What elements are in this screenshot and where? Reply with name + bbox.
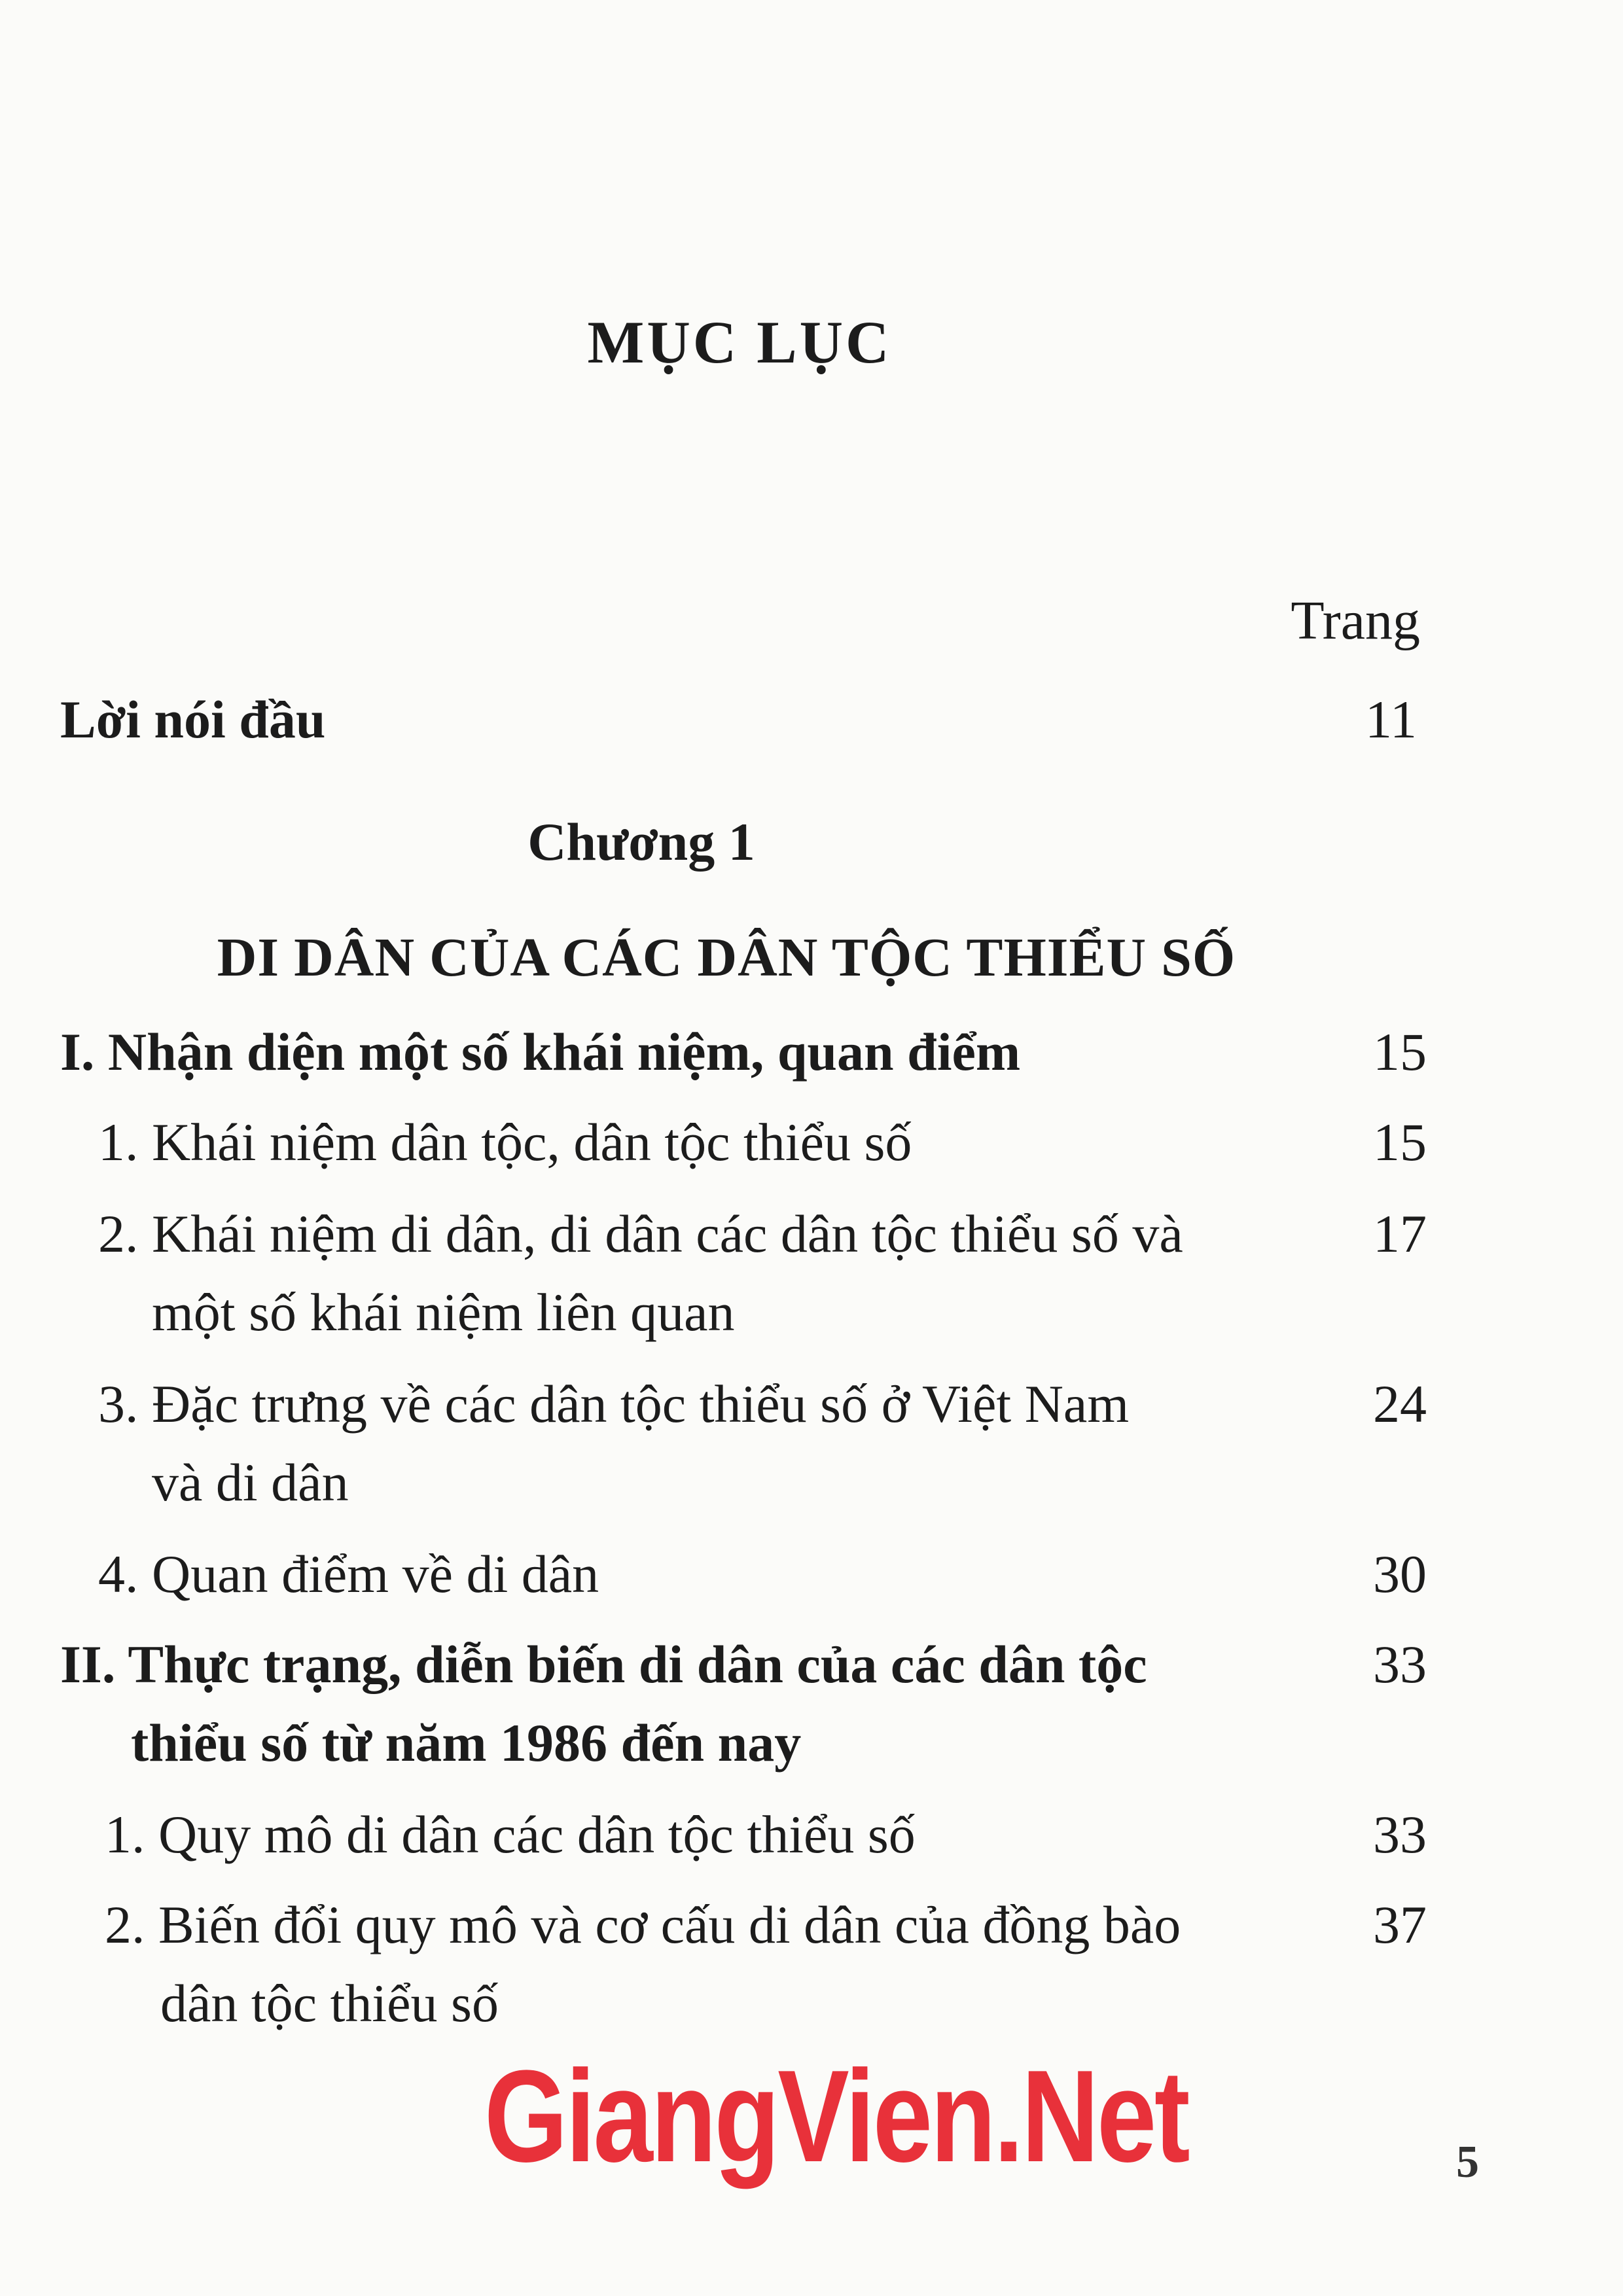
toc-entry-page: 17: [1373, 1204, 1427, 1263]
chapter-label: Chương 1: [527, 812, 755, 872]
toc-entry-label-continued: một số khái niệm liên quan: [152, 1282, 735, 1342]
toc-entry-label-continued: và di dân: [152, 1453, 349, 1512]
chapter-title: DI DÂN CỦA CÁC DÂN TỘC THIỂU SỐ: [217, 927, 1236, 988]
toc-entry-page: 30: [1373, 1544, 1427, 1604]
toc-entry-label: I. Nhận diện một số khái niệm, quan điểm: [60, 1022, 1021, 1082]
toc-entry-page: 15: [1373, 1112, 1427, 1172]
toc-entry-page: 33: [1373, 1634, 1427, 1694]
page-number: 5: [1456, 2137, 1479, 2187]
toc-entry-page: 33: [1373, 1805, 1427, 1864]
toc-entry-label: 3. Đặc trưng về các dân tộc thiểu số ở Việt Nam: [98, 1374, 1130, 1434]
toc-entry-label: II. Thực trạng, diễn biến di dân của các dân tộc: [60, 1634, 1147, 1694]
toc-entry-label-continued: thiểu số từ năm 1986 đến nay: [131, 1713, 802, 1773]
toc-entry-label: 2. Khái niệm di dân, di dân các dân tộc thiểu số và: [98, 1204, 1183, 1263]
toc-entry-label: 2. Biến đổi quy mô và cơ cấu di dân của đồng bào: [105, 1895, 1181, 1954]
toc-entry-label: 4. Quan điểm về di dân: [98, 1544, 599, 1604]
toc-entry-label: 1. Khái niệm dân tộc, dân tộc thiểu số: [98, 1112, 912, 1172]
toc-entry-page: 15: [1373, 1022, 1427, 1082]
toc-entry-label: Lời nói đầu: [60, 690, 326, 749]
watermark: GiangVien.Net: [484, 2043, 1188, 2189]
page-title: MỤC LỤC: [587, 309, 892, 376]
page-column-header: Trang: [1291, 590, 1420, 651]
toc-entry-page: 24: [1373, 1374, 1427, 1434]
toc-entry-label: 1. Quy mô di dân các dân tộc thiểu số: [105, 1805, 916, 1864]
toc-entry-page: 37: [1373, 1895, 1427, 1954]
toc-entry-page: 11: [1365, 690, 1417, 749]
toc-entry-label-continued: dân tộc thiểu số: [160, 1973, 499, 2033]
